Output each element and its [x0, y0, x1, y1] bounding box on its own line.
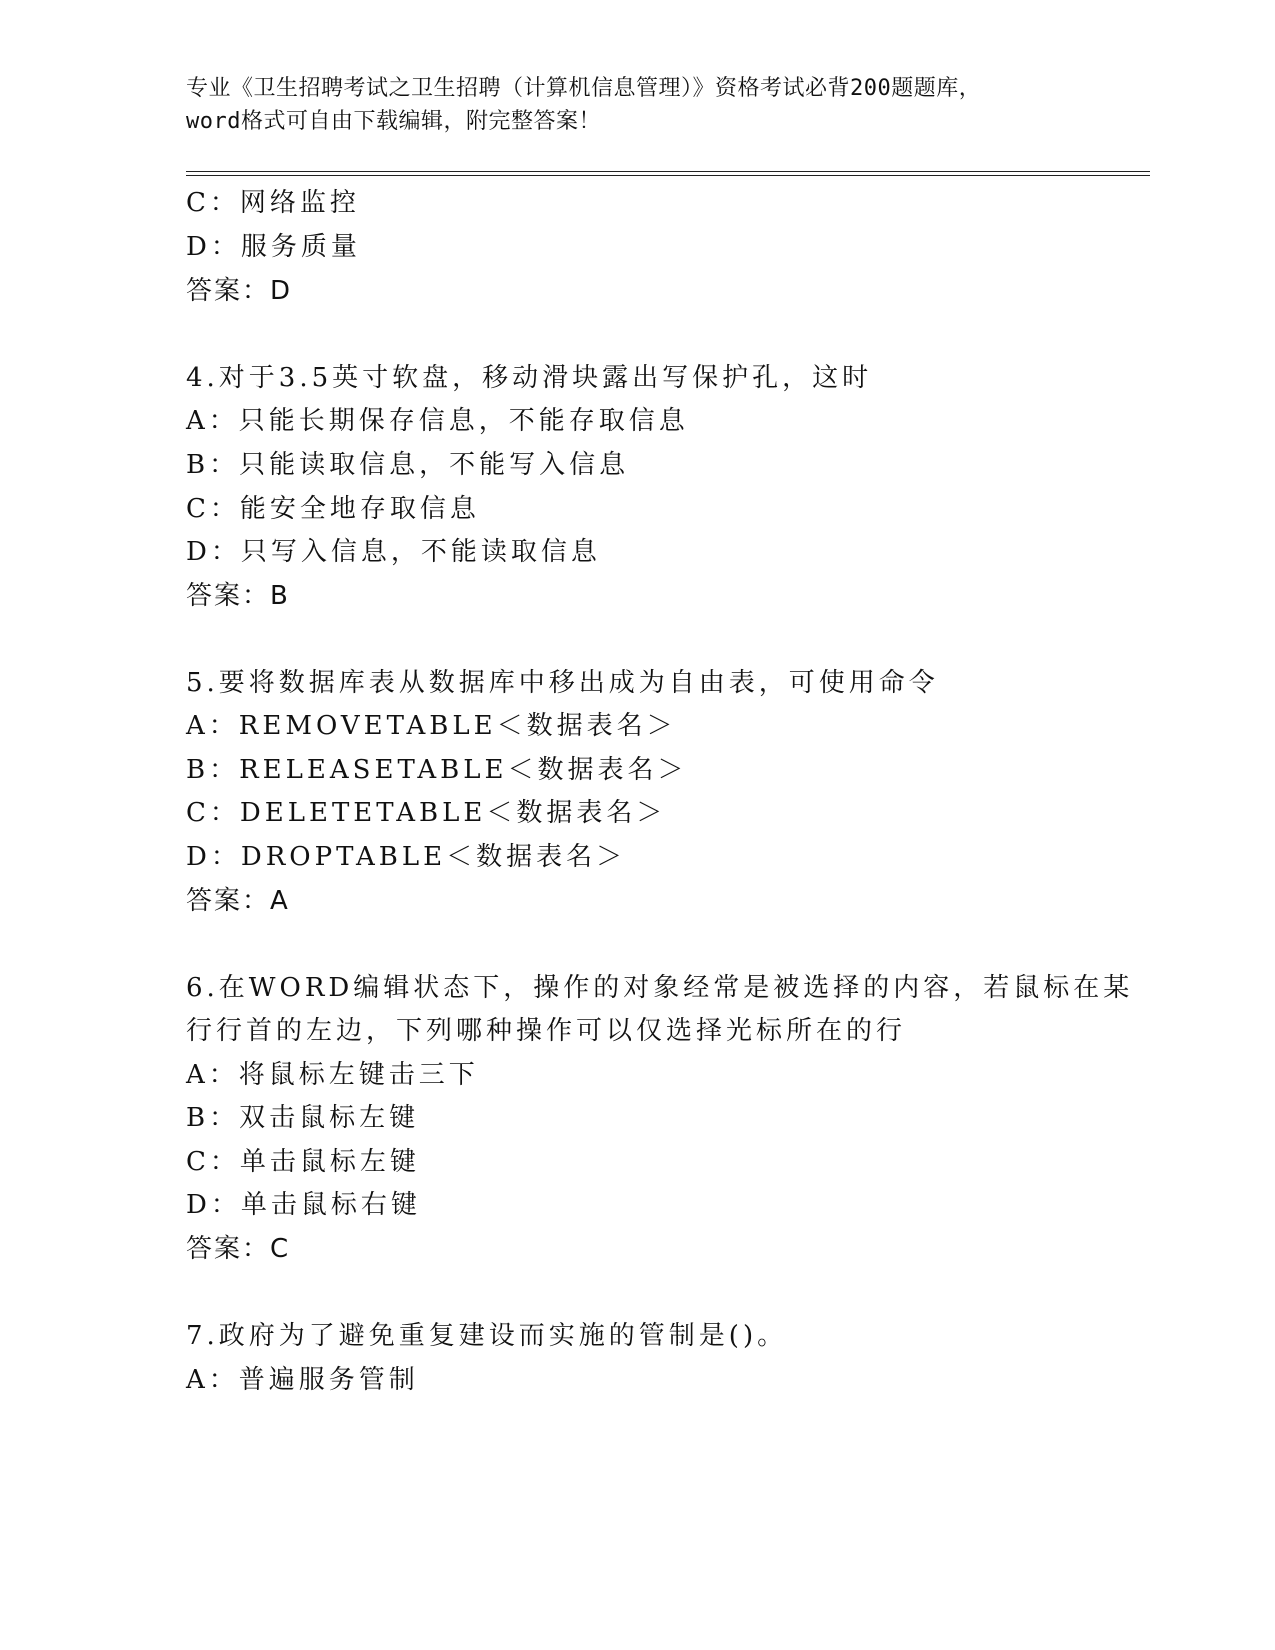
option-d: D：单击鼠标右键 [186, 1190, 421, 1220]
question-stem: 4.对于3.5英寸软盘，移动滑块露出写保护孔，这时 [186, 363, 873, 393]
answer: 答案：C [186, 1234, 291, 1264]
question-stem: 7.政府为了避免重复建设而实施的管制是()。 [186, 1321, 788, 1351]
answer: 答案：A [186, 886, 290, 916]
option-a: A：REMOVETABLE＜数据表名＞ [186, 711, 677, 741]
option-d: D：服务质量 [186, 232, 361, 262]
option-b: B：RELEASETABLE＜数据表名＞ [186, 755, 688, 785]
answer: 答案：B [186, 581, 290, 611]
option-b: B：双击鼠标左键 [186, 1103, 420, 1133]
question-stem: 5.要将数据库表从数据库中移出成为自由表，可使用命令 [186, 668, 939, 698]
header-title-line-1: 专业《卫生招聘考试之卫生招聘（计算机信息管理）》资格考试必背200题题库， [186, 76, 982, 101]
option-c: C：DELETETABLE＜数据表名＞ [186, 798, 667, 828]
question-stem-line-2: 行行首的左边，下列哪种操作可以仅选择光标所在的行 [186, 1016, 907, 1046]
option-d: D：只写入信息，不能读取信息 [186, 537, 601, 567]
option-b: B：只能读取信息，不能写入信息 [186, 450, 630, 480]
option-c: C：单击鼠标左键 [186, 1147, 420, 1177]
option-a: A：只能长期保存信息，不能存取信息 [186, 406, 689, 436]
option-d: D：DROPTABLE＜数据表名＞ [186, 842, 627, 872]
option-c: C：能安全地存取信息 [186, 494, 480, 524]
option-a: A：将鼠标左键击三下 [186, 1060, 479, 1090]
header-title-line-2: word格式可自由下载编辑，附完整答案！ [186, 109, 601, 134]
header-rule-bottom [186, 175, 1150, 176]
question-stem-line-1: 6.在WORD编辑状态下，操作的对象经常是被选择的内容，若鼠标在某 [186, 973, 1134, 1003]
document-header [186, 72, 1086, 138]
answer: 答案：D [186, 276, 293, 306]
option-a: A：普遍服务管制 [186, 1365, 419, 1395]
option-c: C：网络监控 [186, 188, 360, 218]
header-rule-top [186, 171, 1150, 172]
